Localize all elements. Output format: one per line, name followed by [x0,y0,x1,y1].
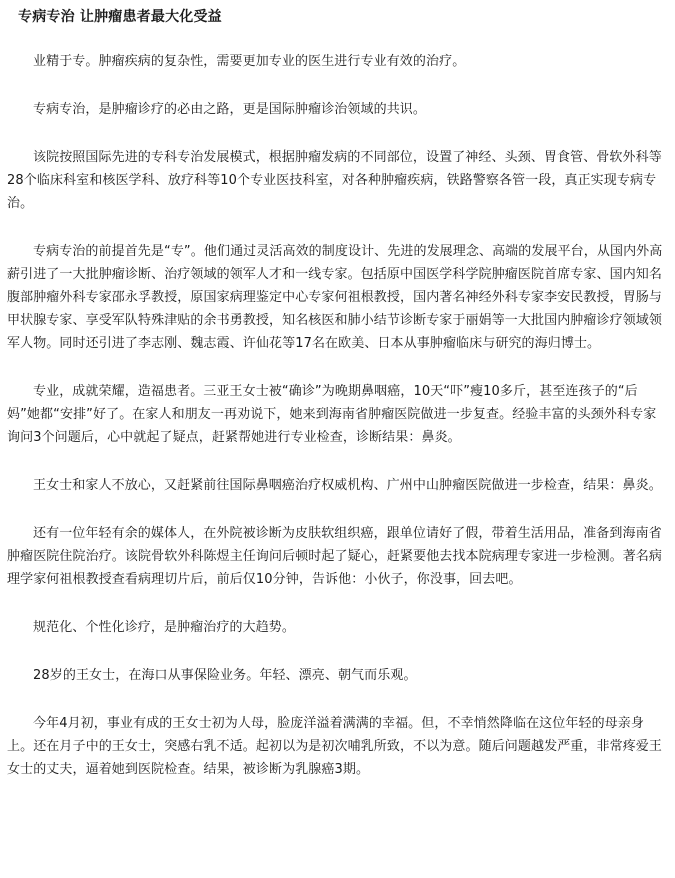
paragraph: 规范化、个性化诊疗，是肿瘤治疗的大趋势。 [33,620,296,635]
paragraph: 专业，成就荣耀，造福患者。三亚王女士被“确诊”为晚期鼻咽癌，10天“吓”瘦10多斤，甚至连孩子的“后妈”她都“安排”好了。在家人和朋友一再劝说下，她来到海南省肿瘤医院做进一步复查。经验丰富的头颈外科专家询问3个问题后，心中就起了疑点，赶紧帮她进行专业检查，诊断结果：鼻炎。 [7,384,657,445]
paragraph: 专病专治的前提首先是“专”。他们通过灵活高效的制度设计、先进的发展理念、高端的发展平台，从国内外高薪引进了一大批肿瘤诊断、治疗领域的领军人才和一线专家。包括原中国医学科学院肿瘤医院首席专家、国内知名腹部肿瘤外科专家邵永孚教授，原国家病理鉴定中心专家何祖根教授，国内著名神经外科专家李安民教授，胃肠与甲状腺专家、享受军队特殊津贴的余书勇教授，知名核医和肺小结节诊断专家于丽娟等一大批国内肿瘤诊疗领域领军人物。同时还引进了李志刚、魏志霞、许仙花等17名在欧美、日本从事肿瘤临床与研究的海归博士。 [7,244,663,351]
paragraph: 专病专治，是肿瘤诊疗的必由之路，更是国际肿瘤诊治领域的共识。 [33,102,427,117]
paragraph: 业精于专。肿瘤疾病的复杂性，需要更加专业的医生进行专业有效的治疗。 [33,54,466,69]
paragraph: 还有一位年轻有余的媒体人，在外院被诊断为皮肤软组织癌，跟单位请好了假，带着生活用品，准备到海南省肿瘤医院住院治疗。该院骨软外科陈煜主任询问后顿时起了疑心，赶紧要他去找本院病理专家进一步检测。著名病理学家何祖根教授查看病理切片后，前后仅10分钟，告诉他：小伙子，你没事，回去吧。 [7,526,663,587]
article-title: 专病专治 让肿瘤患者最大化受益 [18,9,222,25]
paragraph: 28岁的王女士，在海口从事保险业务。年轻、漂亮、朝气而乐观。 [33,668,417,683]
paragraph: 王女士和家人不放心，又赶紧前往国际鼻咽癌治疗权威机构、广州中山肿瘤医院做进一步检查，结果：鼻炎。 [33,478,662,493]
paragraph: 该院按照国际先进的专科专治发展模式，根据肿瘤发病的不同部位，设置了神经、头颈、胃食管、骨软外科等28个临床科室和核医学科、放疗科等10个专业医技科室，对各种肿瘤疾病，铁路警察各管一段，真正实现专病专治。 [7,150,662,211]
paragraph: 今年4月初，事业有成的王女士初为人母，脸庞洋溢着满满的幸福。但，不幸悄然降临在这位年轻的母亲身上。还在月子中的王女士，突感右乳不适。起初以为是初次哺乳所致，不以为意。随后问题越发严重，非常疼爱王女士的丈夫，逼着她到医院检查。结果，被诊断为乳腺癌3期。 [7,716,663,777]
